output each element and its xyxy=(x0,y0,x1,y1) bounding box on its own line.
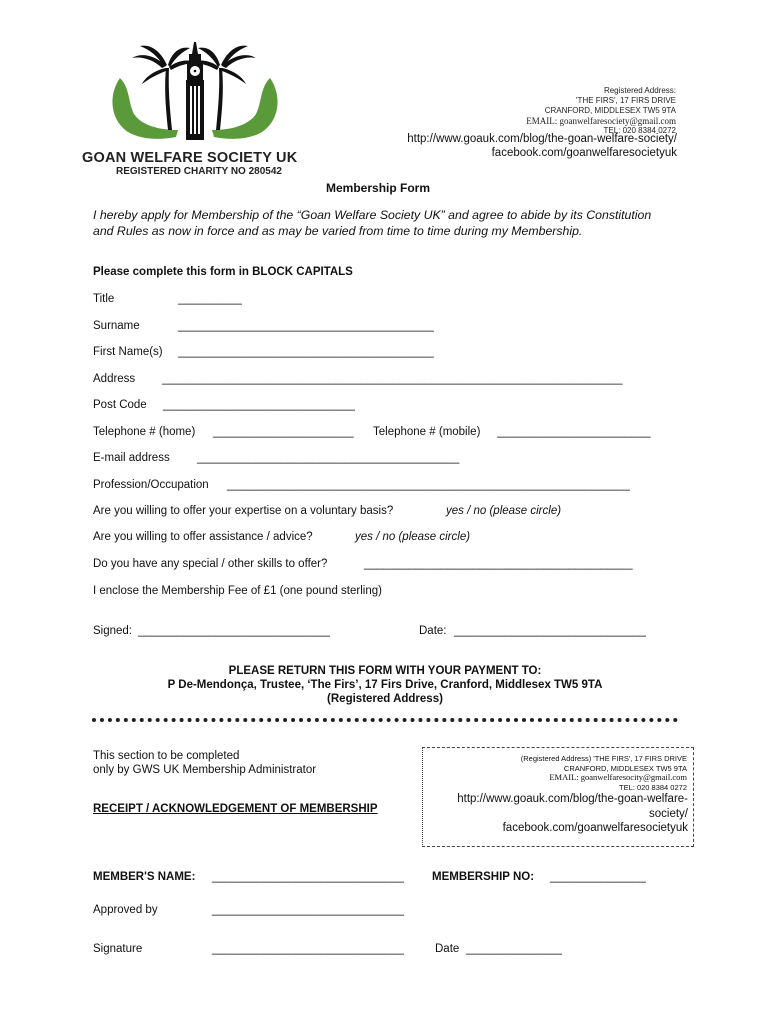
member-name-field[interactable]: ______________________________ xyxy=(212,871,404,883)
logo-clock-tower xyxy=(186,42,204,140)
box-address xyxy=(521,754,687,792)
return-registered: (Registered Address) xyxy=(327,693,443,705)
signed-label: Signed: xyxy=(93,625,133,637)
form-intro: I hereby apply for Membership of the “Goan Welfare Society UK” and agree to abide by its Constitution and Rules as now in force and as may be varied from time to time during my Membership. xyxy=(93,208,652,238)
signature-label: Signature xyxy=(93,943,143,955)
firstname-label: First Name(s) xyxy=(93,346,163,358)
profession-field[interactable]: _______________________________________________________________ xyxy=(227,479,630,491)
firstname-field[interactable]: ________________________________________ xyxy=(178,346,434,358)
address-email: EMAIL: goanwelfaresociety@gmail.com xyxy=(526,116,676,126)
email-field[interactable]: _________________________________________ xyxy=(197,452,460,464)
surname-field[interactable]: ________________________________________ xyxy=(178,320,434,332)
address-line: CRANFORD, MIDDLESEX TW5 9TA xyxy=(544,106,676,115)
box-address-line: CRANFORD, MIDDLESEX TW5 9TA xyxy=(563,763,687,773)
admin-note-line1: This section to be completed xyxy=(93,750,240,762)
box-links xyxy=(448,792,688,836)
receipt-heading: RECEIPT / ACKNOWLEDGEMENT OF MEMBERSHIP xyxy=(93,803,378,815)
tel-home-label: Telephone # (home) xyxy=(93,426,196,438)
member-name-label: MEMBER'S NAME: xyxy=(93,871,196,883)
address-line: Registered Address: xyxy=(603,86,676,95)
title-label: Title xyxy=(93,293,115,305)
skills-question: Do you have any special / other skills to offer? xyxy=(93,558,328,570)
profession-label: Profession/Occupation xyxy=(93,479,209,491)
membership-no-label: MEMBERSHIP NO: xyxy=(432,871,535,883)
assist-options[interactable]: yes / no (please circle) xyxy=(355,531,471,543)
voluntary-question: Are you willing to offer your expertise on a voluntary basis? xyxy=(93,505,394,517)
address-label: Address xyxy=(93,373,136,385)
tel-mobile-field[interactable]: ________________________ xyxy=(497,426,651,438)
box-blog-link[interactable]: http://www.goauk.com/blog/the-goan-welfare-society/ xyxy=(457,793,688,820)
admin-note-line2: only by GWS UK Membership Administrator xyxy=(93,764,317,776)
approved-label: Approved by xyxy=(93,904,158,916)
postcode-field[interactable]: ______________________________ xyxy=(163,399,355,411)
header-links xyxy=(407,132,677,160)
surname-label: Surname xyxy=(93,320,140,332)
org-name: GOAN WELFARE SOCIETY UK xyxy=(82,150,298,166)
facebook-link[interactable]: facebook.com/goanwelfaresocietyuk xyxy=(491,147,677,159)
address-box xyxy=(422,747,694,847)
tel-home-field[interactable]: ______________________ xyxy=(213,426,354,438)
box-address-line: (Registered Address) 'THE FIRS', 17 FIRS DRIVE xyxy=(520,754,687,763)
return-address: P De-Mendonça, Trustee, ‘The Firs’, 17 Firs Drive, Cranford, Middlesex TW5 9TA xyxy=(167,679,603,691)
approved-field[interactable]: ______________________________ xyxy=(212,904,404,916)
box-email: EMAIL: goanwelfaresocity@gmail.com xyxy=(549,772,687,782)
email-label: E-mail address xyxy=(93,452,170,464)
fee-text: I enclose the Membership Fee of £1 (one pound sterling) xyxy=(93,585,382,597)
date-field[interactable]: ______________________________ xyxy=(454,625,646,637)
tel-mobile-label: Telephone # (mobile) xyxy=(373,426,481,438)
membership-no-field[interactable]: _______________ xyxy=(550,871,646,883)
skills-field[interactable]: __________________________________________ xyxy=(364,558,633,570)
registered-address xyxy=(526,86,676,136)
title-field[interactable]: __________ xyxy=(178,293,242,305)
cut-line-divider xyxy=(92,718,678,722)
form-instruction: Please complete this form in BLOCK CAPITALS xyxy=(93,266,353,278)
form-title: Membership Form xyxy=(326,181,431,195)
charity-number: REGISTERED CHARITY NO 280542 xyxy=(116,166,282,177)
postcode-label: Post Code xyxy=(93,399,147,411)
voluntary-options[interactable]: yes / no (please circle) xyxy=(446,505,562,517)
date-label: Date: xyxy=(419,625,447,637)
address-line: 'THE FIRS', 17 FIRS DRIVE xyxy=(576,96,676,105)
blog-link[interactable]: http://www.goauk.com/blog/the-goan-welfare-society/ xyxy=(407,133,677,145)
return-heading: PLEASE RETURN THIS FORM WITH YOUR PAYMENT TO: xyxy=(228,665,542,677)
box-tel: TEL: 020 8384 0272 xyxy=(619,782,687,792)
address-tel: TEL: 020 8384 0272 xyxy=(603,126,676,135)
address-field[interactable]: ________________________________________________________________________ xyxy=(162,373,623,385)
box-facebook-link[interactable]: facebook.com/goanwelfaresocietyuk xyxy=(502,822,688,834)
assist-question: Are you willing to offer assistance / advice? xyxy=(93,531,313,543)
admin-date-field[interactable]: _______________ xyxy=(466,943,562,955)
signature-field[interactable]: ______________________________ xyxy=(212,943,404,955)
signed-field[interactable]: ______________________________ xyxy=(138,625,330,637)
admin-date-label: Date xyxy=(435,943,460,955)
